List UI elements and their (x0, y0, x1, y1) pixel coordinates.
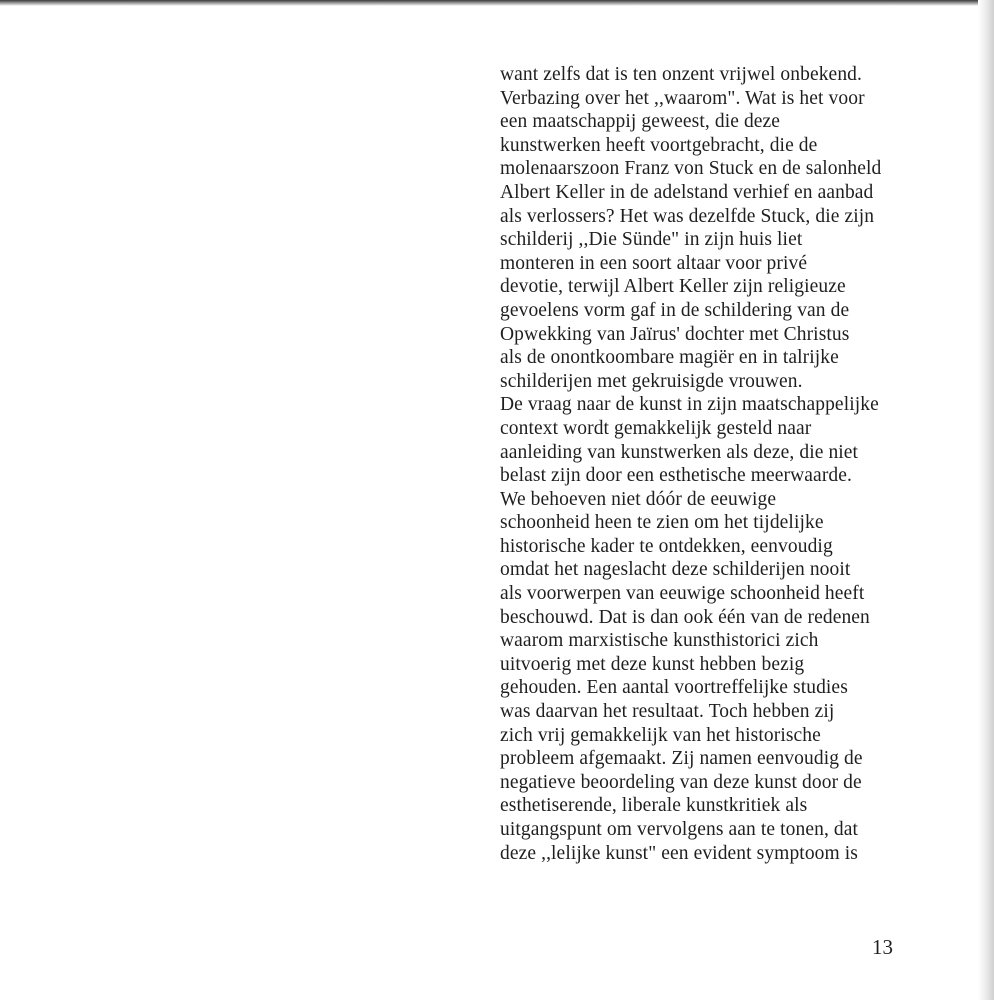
text-line: kunstwerken heeft voortgebracht, die de (500, 134, 818, 156)
text-line: devotie, terwijl Albert Keller zijn religieuze (500, 276, 846, 298)
text-line: esthetiserende, liberale kunstkritiek als (500, 795, 808, 817)
text-line: gehouden. Een aantal voortreffelijke studies (500, 677, 848, 699)
text-line: monteren in een soort altaar voor privé (500, 252, 808, 274)
body-text-column (500, 63, 940, 865)
scan-top-shadow (0, 0, 994, 6)
text-line: belast zijn door een esthetische meerwaarde. (500, 465, 852, 487)
text-line: zich vrij gemakkelijk van het historische (500, 724, 821, 746)
text-line: We behoeven niet dóór de eeuwige (500, 488, 777, 510)
text-line: schoonheid heen te zien om het tijdelijke (500, 512, 824, 534)
text-line: probleem afgemaakt. Zij namen eenvoudig de (500, 748, 863, 770)
text-line: als voorwerpen van eeuwige schoonheid heeft (500, 583, 865, 605)
text-line: gevoelens vorm gaf in de schildering van de (500, 299, 850, 321)
text-line: want zelfs dat is ten onzent vrijwel onbekend. (500, 64, 862, 85)
text-line: Albert Keller in de adelstand verhief en aanbad (500, 181, 874, 203)
text-line: als verlossers? Het was dezelfde Stuck, die zijn (500, 205, 875, 227)
text-line: aanleiding van kunstwerken als deze, die niet (500, 441, 859, 463)
text-line: context wordt gemakkelijk gesteld naar (500, 417, 812, 439)
text-line: Opwekking van Jaïrus' dochter met Christus (500, 323, 850, 345)
text-line: waarom marxistische kunsthistorici zich (500, 630, 819, 652)
page-number: 13 (872, 935, 893, 959)
text-line: uitgangspunt om vervolgens aan te tonen, dat (500, 819, 859, 840)
text-line: Verbazing over het ,,waarom". Wat is het voor (500, 87, 865, 109)
text-line: molenaarszoon Franz von Stuck en de salonheld (500, 158, 882, 180)
text-line: deze ,,lelijke kunst" een evident symptoom is (500, 842, 858, 864)
text-line: uitvoerig met deze kunst hebben bezig (500, 653, 805, 675)
text-line: beschouwd. Dat is dan ook één van de redenen (500, 606, 870, 628)
text-line: een maatschappij geweest, die deze (500, 111, 781, 133)
text-line: was daarvan het resultaat. Toch hebben zij (500, 701, 835, 723)
scan-right-edge (978, 0, 994, 1000)
text-line: omdat het nageslacht deze schilderijen nooit (500, 559, 851, 581)
text-line: schilderijen met gekruisigde vrouwen. (500, 370, 803, 392)
text-line: negatieve beoordeling van deze kunst door de (500, 771, 862, 793)
text-line: De vraag naar de kunst in zijn maatschappelijke (500, 394, 879, 416)
text-line: schilderij ,,Die Sünde" in zijn huis liet (500, 229, 803, 251)
text-line: als de onontkoombare magiër en in talrijke (500, 347, 839, 369)
text-line: historische kader te ontdekken, eenvoudig (500, 535, 833, 557)
